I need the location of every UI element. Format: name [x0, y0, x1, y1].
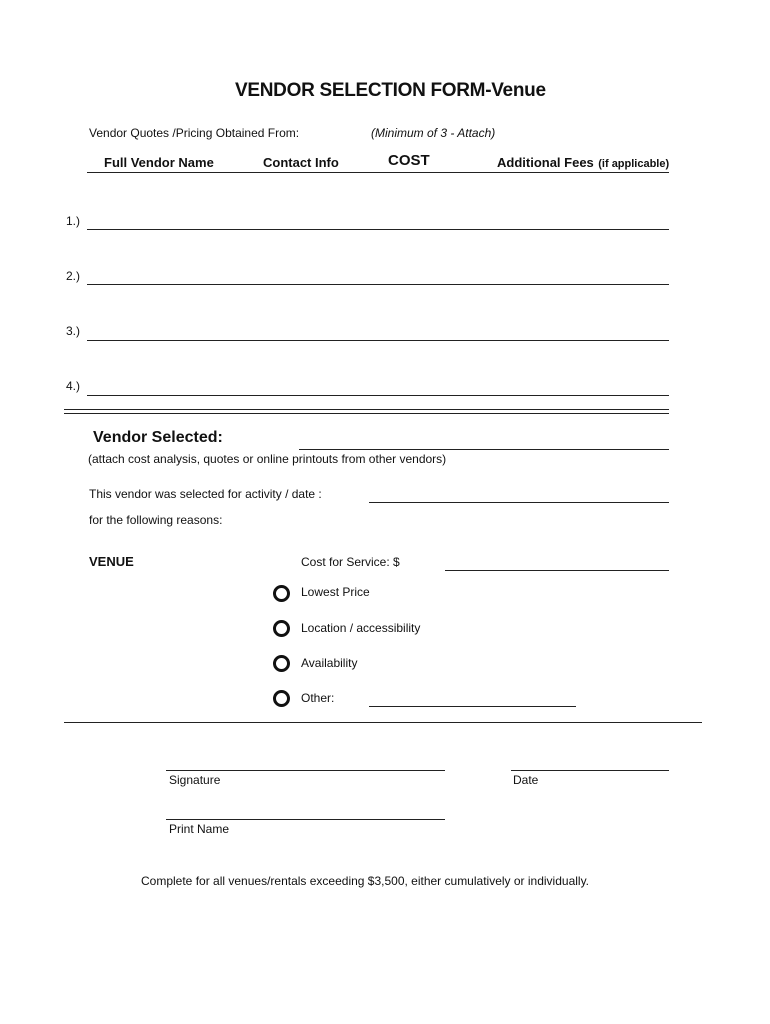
cost-for-service-field[interactable] [445, 570, 669, 571]
vendor-selected-label: Vendor Selected: [93, 429, 223, 446]
lowest-price-label: Lowest Price [301, 585, 370, 599]
column-header-fees [497, 154, 669, 172]
lowest-price-radio[interactable] [273, 585, 290, 602]
activity-date-field[interactable] [369, 502, 669, 503]
other-label: Other: [301, 691, 335, 705]
section-divider-top [64, 409, 669, 410]
column-header-cost: COST [388, 152, 430, 169]
signature-label: Signature [169, 773, 221, 787]
section-divider-bottom [64, 413, 669, 414]
vendor-row-2-field[interactable] [87, 284, 669, 285]
activity-date-label: This vendor was selected for activity / date : [89, 487, 322, 501]
fees-label: Additional Fees [497, 155, 594, 170]
reasons-label: for the following reasons: [89, 513, 223, 527]
signature-divider [64, 722, 702, 723]
signature-field[interactable] [166, 770, 445, 771]
row-number-3: 3.) [66, 324, 81, 338]
other-field[interactable] [369, 706, 576, 707]
quotes-label: Vendor Quotes /Pricing Obtained From: [89, 126, 300, 140]
date-field[interactable] [511, 770, 669, 771]
column-header-contact: Contact Info [263, 155, 339, 170]
header-rule [87, 172, 669, 173]
location-label: Location / accessibility [301, 621, 421, 635]
vendor-row-3-field[interactable] [87, 340, 669, 341]
vendor-selected-field[interactable] [299, 449, 669, 450]
quotes-note: (Minimum of 3 - Attach) [371, 126, 496, 140]
cost-for-service-label: Cost for Service: $ [301, 555, 400, 569]
row-number-1: 1.) [66, 214, 81, 228]
other-radio[interactable] [273, 690, 290, 707]
location-radio[interactable] [273, 620, 290, 637]
vendor-selected-note: (attach cost analysis, quotes or online printouts from other vendors) [88, 452, 447, 466]
vendor-row-4-field[interactable] [87, 395, 669, 396]
availability-label: Availability [301, 656, 358, 670]
footer-note: Complete for all venues/rentals exceeding $3,500, either cumulatively or individually. [141, 874, 590, 888]
column-header-name: Full Vendor Name [104, 155, 214, 170]
row-number-2: 2.) [66, 269, 81, 283]
form-title: VENDOR SELECTION FORM-Venue [235, 80, 546, 101]
vendor-row-1-field[interactable] [87, 229, 669, 230]
availability-radio[interactable] [273, 655, 290, 672]
venue-label: VENUE [89, 554, 134, 569]
fees-note: (if applicable) [598, 158, 670, 170]
print-name-field[interactable] [166, 819, 445, 820]
date-label: Date [513, 773, 539, 787]
row-number-4: 4.) [66, 379, 81, 393]
print-name-label: Print Name [169, 822, 230, 836]
